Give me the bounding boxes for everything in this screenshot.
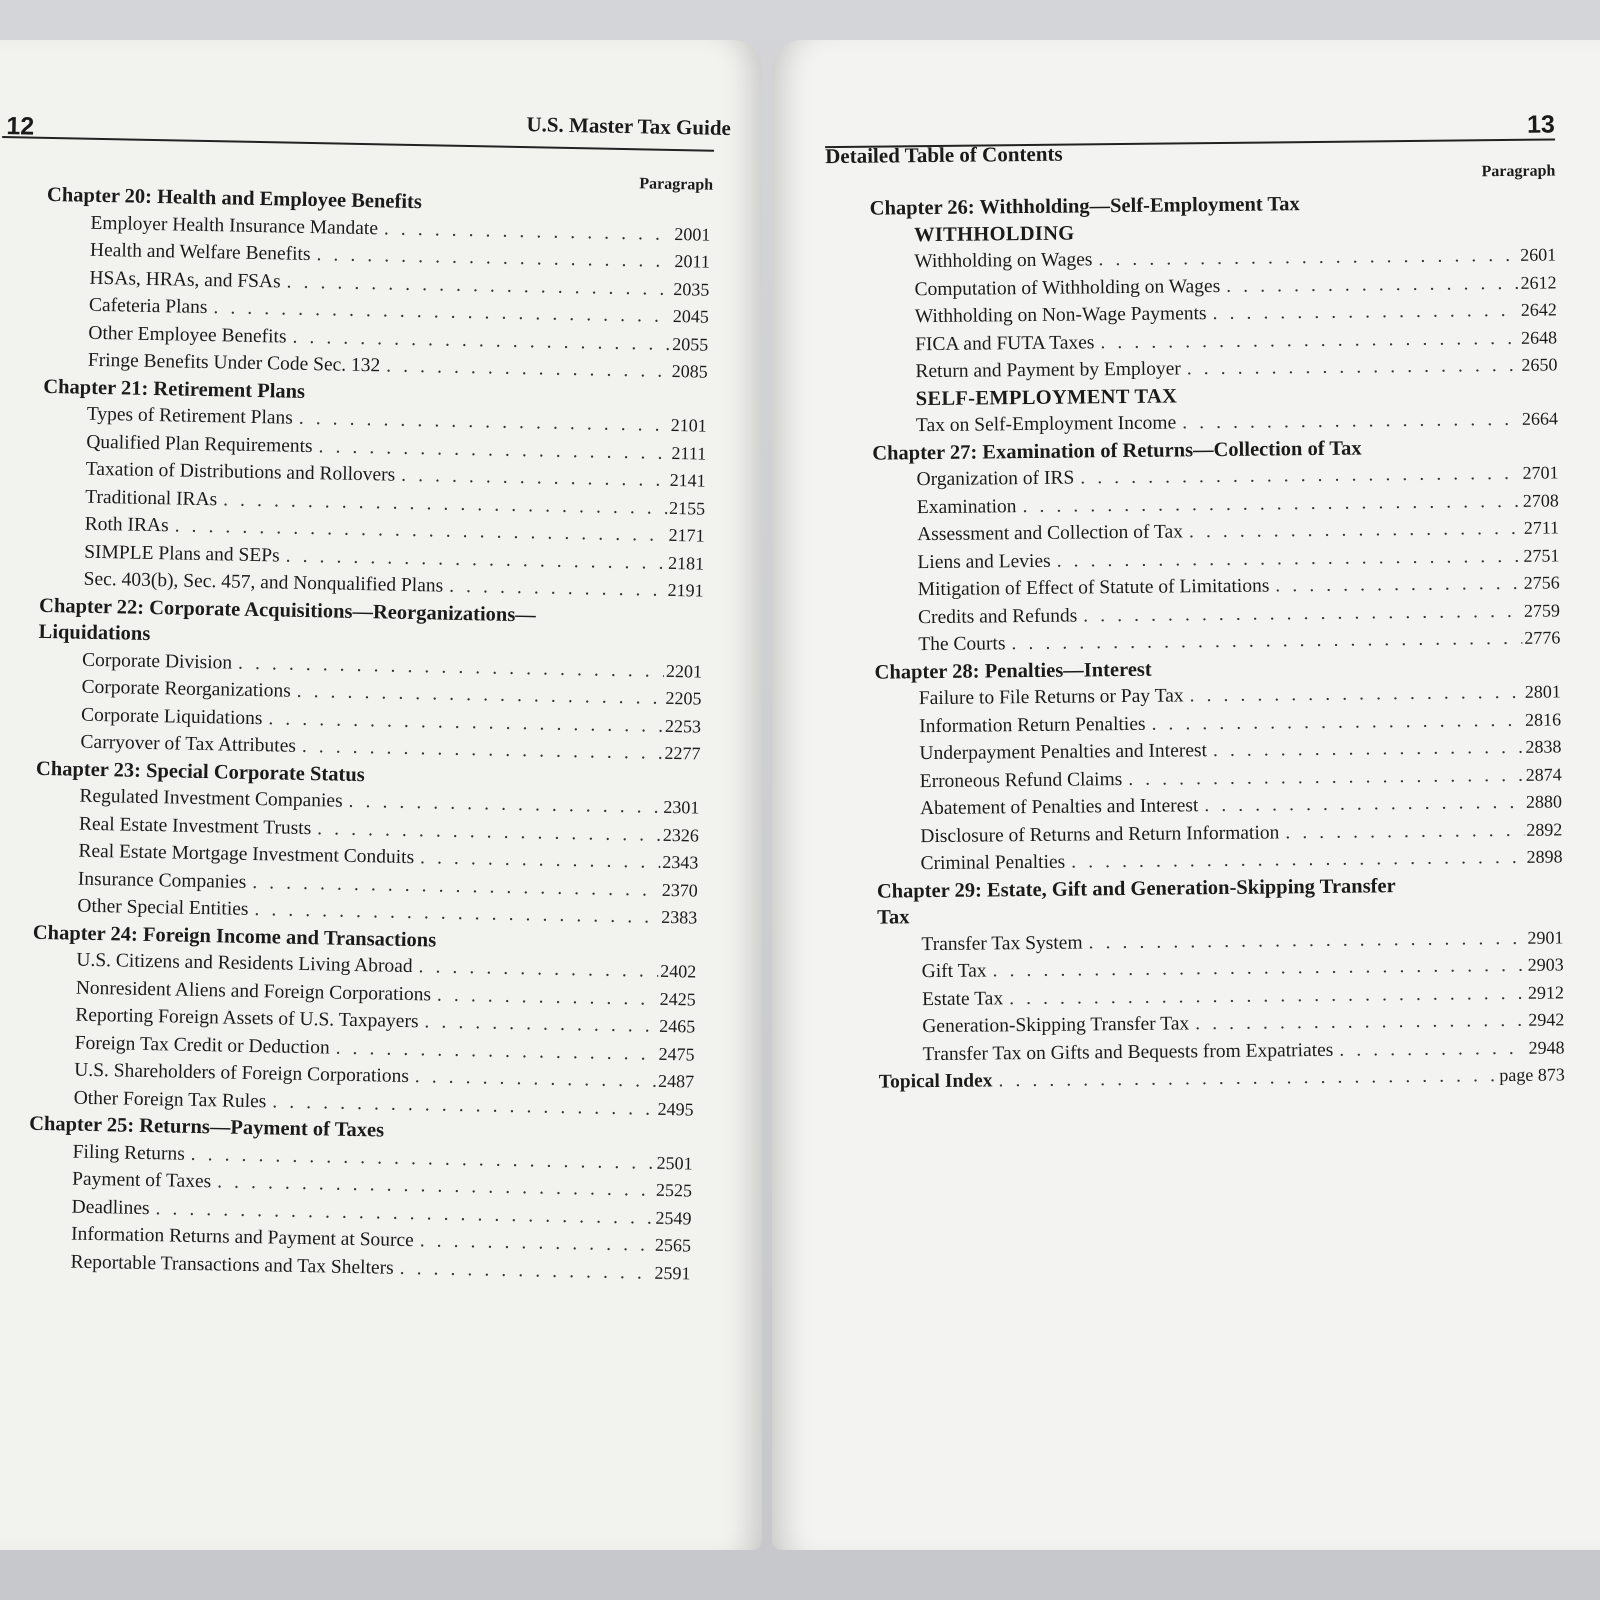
paragraph-number: 2650 [1521, 354, 1558, 375]
running-head-right: Detailed Table of Contents [825, 141, 1063, 169]
paragraph-number: 2525 [655, 1179, 693, 1201]
entry-title: Transfer Tax System [921, 931, 1083, 955]
dot-leader [1088, 925, 1525, 956]
entry-title: SIMPLE Plans and SEPs [83, 541, 280, 566]
dot-leader [1187, 353, 1520, 383]
entry-title: Withholding on Non-Wage Payments [914, 303, 1207, 328]
paragraph-number: 2155 [668, 497, 706, 519]
dot-leader [1083, 598, 1522, 629]
entry-title: Examination [916, 495, 1017, 518]
paragraph-number: 2664 [1521, 408, 1559, 429]
paragraph-number: 2383 [661, 906, 698, 928]
dot-leader [998, 1063, 1497, 1095]
dot-leader [1189, 680, 1523, 710]
dot-leader [1098, 243, 1518, 274]
entry-title: Return and Payment by Employer [915, 358, 1181, 383]
entry-title: Reporting Foreign Assets of U.S. Taxpayers [75, 1004, 419, 1033]
paragraph-number: 2001 [674, 223, 711, 245]
entry-title: Information Return Penalties [919, 713, 1146, 737]
paragraph-number: 2326 [662, 824, 700, 846]
dot-leader [424, 1009, 657, 1040]
paragraph-number: 2591 [654, 1262, 691, 1283]
entry-title: Failure to File Returns or Pay Tax [918, 685, 1184, 710]
dot-leader [420, 845, 661, 876]
paragraph-number: 2711 [1523, 517, 1560, 538]
dot-leader [1011, 626, 1522, 658]
paragraph-number: 2756 [1523, 572, 1560, 593]
entry-title: Filing Returns [72, 1141, 185, 1165]
entry-title: Reportable Transactions and Tax Shelters [70, 1251, 394, 1279]
dot-leader [1022, 488, 1521, 520]
dot-leader [401, 463, 668, 495]
entry-title: Abatement of Penalties and Interest [919, 795, 1199, 820]
paragraph-number: 2648 [1521, 326, 1558, 348]
entry-title: Assessment and Collection of Tax [917, 521, 1184, 546]
entry-title: Generation-Skipping Transfer Tax [922, 1013, 1190, 1038]
chapter-title: Chapter 24: Foreign Income and Transactions [32, 921, 437, 952]
entry-title: Other Employee Benefits [88, 322, 287, 348]
paragraph-number: 2903 [1527, 954, 1564, 975]
left-page-content [0, 40, 762, 1550]
dot-leader [386, 353, 670, 385]
entry-title: Traditional IRAs [85, 486, 218, 510]
dot-leader [1212, 298, 1519, 328]
dot-leader [1275, 571, 1522, 600]
entry-title: Liens and Levies [917, 550, 1051, 573]
paragraph-number: 2101 [670, 414, 707, 436]
paragraph-number: 2565 [654, 1234, 692, 1256]
entry-title: Cafeteria Plans [88, 294, 208, 319]
paragraph-number: 2942 [1528, 1009, 1565, 1030]
chapter-title: Chapter 22: Corporate Acquisitions—Reorganizations—Liquidations [38, 594, 537, 645]
paragraph-number: page 873 [1499, 1064, 1565, 1086]
entry-title: Disclosure of Returns and Return Information [920, 821, 1280, 847]
chapter-title: Chapter 23: Special Corporate Status [35, 757, 365, 786]
entry-title: The Courts [918, 633, 1006, 656]
entry-title: Roth IRAs [84, 513, 169, 537]
paragraph-number: 2948 [1528, 1036, 1565, 1058]
paragraph-number: 2880 [1525, 791, 1563, 812]
paragraph-number: 2011 [674, 250, 711, 272]
dot-leader [1189, 516, 1522, 546]
entry-title: U.S. Citizens and Residents Living Abroad [76, 949, 413, 978]
entry-title: Employer Health Insurance Mandate [90, 212, 379, 239]
entry-title: FICA and FUTA Taxes [915, 331, 1095, 355]
dot-leader [1339, 1035, 1526, 1063]
page-number-left: 12 [6, 112, 35, 141]
entry-title: Corporate Division [81, 649, 233, 674]
paragraph-number: 2253 [664, 715, 702, 737]
paragraph-number: 2425 [659, 988, 696, 1010]
entry-title: Other Special Entities [77, 895, 249, 920]
entry-title: Withholding on Wages [914, 249, 1093, 273]
entry-title: U.S. Shareholders of Foreign Corporations [74, 1059, 410, 1088]
entry-title: Estate Tax [921, 987, 1004, 1010]
dot-leader [420, 1228, 654, 1259]
chapter-title: Chapter 27: Examination of Returns—Collection of Tax [872, 437, 1362, 465]
section-heading: WITHHOLDING [913, 222, 1075, 246]
section-heading: SELF-EMPLOYMENT TAX [915, 384, 1178, 410]
page-number-right: 13 [1526, 110, 1556, 139]
dot-leader [1182, 407, 1520, 437]
paragraph-number: 2085 [671, 360, 708, 382]
paragraph-number: 2343 [662, 851, 699, 873]
entry-title: Erroneous Refund Claims [919, 768, 1123, 792]
entry-title: Sec. 403(b), Sec. 457, and Nonqualified Plans [83, 568, 444, 597]
entry-title: Deadlines [71, 1196, 150, 1219]
dot-leader [418, 954, 658, 985]
paragraph-number: 2912 [1527, 981, 1565, 1003]
dot-leader [1071, 845, 1525, 876]
entry-title: Corporate Liquidations [80, 704, 263, 729]
paragraph-number: 2191 [667, 579, 704, 601]
entry-title: Transfer Tax on Gifts and Bequests from Expatriates [922, 1039, 1334, 1065]
entry-title: Computation of Withholding on Wages [914, 275, 1221, 300]
dot-leader [1151, 707, 1523, 737]
dot-leader [1285, 817, 1524, 846]
entry-title: Health and Welfare Benefits [89, 239, 311, 265]
entry-title: Tax on Self-Employment Income [915, 412, 1177, 437]
entry-title: Payment of Taxes [71, 1168, 212, 1193]
entry-title: Credits and Refunds [917, 605, 1078, 628]
entry-title: Mitigation of Effect of Statute of Limitations [917, 575, 1270, 601]
dot-leader [1195, 1008, 1526, 1038]
right-page [772, 40, 1600, 1550]
entry-title: Qualified Plan Requirements [86, 431, 313, 457]
paragraph-number: 2708 [1522, 489, 1559, 511]
dot-leader [1204, 790, 1524, 820]
entry-title: Underpayment Penalties and Interest [919, 740, 1208, 765]
paragraph-number: 2612 [1520, 271, 1557, 293]
entry-title: Gift Tax [921, 960, 987, 983]
entry-title: Nonresident Aliens and Foreign Corporations [75, 977, 432, 1005]
entry-title: Real Estate Investment Trusts [78, 813, 312, 839]
entry-title: Fringe Benefits Under Code Sec. 132 [87, 349, 381, 377]
paragraph-number: 2301 [663, 796, 700, 818]
dot-leader [437, 982, 658, 1013]
entry-title: Organization of IRS [916, 467, 1075, 491]
entry-title: Foreign Tax Credit or Deduction [74, 1032, 330, 1059]
paragraph-number: 2370 [661, 879, 699, 901]
chapter-title: Chapter 20: Health and Employee Benefits [46, 183, 423, 214]
paragraph-number: 2171 [668, 524, 705, 546]
entry-title: Taxation of Distributions and Rollovers [85, 458, 396, 486]
paragraph-number: 2751 [1523, 544, 1560, 566]
entry-title: Topical Index [878, 1070, 993, 1093]
paragraph-number: 2501 [656, 1152, 693, 1174]
paragraph-number: 2874 [1525, 763, 1562, 785]
dot-leader [1100, 325, 1519, 356]
paragraph-number: 2892 [1526, 818, 1563, 840]
paragraph-number: 2816 [1525, 708, 1562, 730]
paragraph-number: 2465 [659, 1015, 696, 1037]
dot-leader [992, 953, 1525, 985]
entry-title: HSAs, HRAs, and FSAs [89, 267, 281, 292]
entry-title: Carryover of Tax Attributes [80, 731, 297, 757]
paragraph-number: 2642 [1520, 299, 1557, 320]
paragraph-number: 2487 [657, 1070, 695, 1092]
paragraph-number: 2035 [673, 278, 710, 300]
entry-title: Criminal Penalties [920, 851, 1066, 875]
paragraph-number: 2776 [1524, 627, 1561, 648]
paragraph-number: 2838 [1525, 736, 1562, 757]
paragraph-number: 2701 [1522, 462, 1559, 483]
paragraph-number: 2549 [655, 1207, 692, 1228]
dot-leader [399, 1255, 652, 1286]
dot-leader [384, 216, 673, 248]
entry-title: Real Estate Mortgage Investment Conduits [78, 840, 415, 869]
paragraph-number: 2201 [665, 660, 703, 682]
paragraph-number: 2045 [672, 305, 710, 327]
left-page [0, 40, 762, 1550]
chapter-title: Chapter 25: Returns—Payment of Taxes [28, 1112, 385, 1142]
entry-title: Corporate Reorganizations [81, 676, 291, 702]
chapter-title: Chapter 28: Penalties—Interest [874, 658, 1152, 684]
dot-leader [1080, 461, 1520, 492]
paragraph-number: 2601 [1520, 244, 1557, 265]
chapter-title: Chapter 21: Retirement Plans [43, 375, 306, 403]
paragraph-number: 2111 [671, 442, 707, 464]
dot-leader [1213, 735, 1524, 765]
chapter-title: Chapter 29: Estate, Gift and Generation-Skipping Transfer Tax [876, 874, 1396, 929]
dot-leader [1009, 980, 1526, 1012]
entry-title: Information Returns and Payment at Source [70, 1223, 415, 1252]
dot-leader [415, 1064, 657, 1095]
paragraph-number: 2277 [664, 742, 701, 764]
paragraph-number: 2475 [658, 1043, 695, 1065]
dot-leader [1226, 270, 1519, 300]
paragraph-number: 2402 [660, 960, 697, 982]
dot-leader [449, 574, 666, 605]
paragraph-number: 2801 [1524, 681, 1561, 702]
paragraph-column-label-right: Paragraph [1481, 162, 1556, 181]
paragraph-number: 2205 [665, 687, 702, 709]
entry-title: Insurance Companies [77, 868, 247, 893]
dot-leader [1057, 543, 1522, 574]
toc-left [26, 182, 711, 1288]
paragraph-number: 2141 [669, 469, 706, 491]
right-page-content [772, 40, 1600, 1550]
paragraph-column-label-left: Paragraph [639, 175, 714, 194]
paragraph-number: 2901 [1527, 926, 1564, 948]
chapter-title: Chapter 26: Withholding—Self-Employment Tax [869, 193, 1300, 220]
paragraph-number: 2759 [1523, 599, 1561, 621]
entry-title: Regulated Investment Companies [79, 785, 343, 812]
entry-title: Types of Retirement Plans [86, 403, 294, 429]
running-head-left: U.S. Master Tax Guide [526, 112, 732, 141]
entry-title: Other Foreign Tax Rules [73, 1087, 267, 1112]
paragraph-number: 2495 [657, 1098, 694, 1120]
paragraph-number: 2055 [672, 333, 709, 355]
paragraph-number: 2898 [1526, 846, 1563, 867]
paragraph-number: 2181 [667, 552, 705, 574]
dot-leader [1128, 762, 1524, 793]
toc-right [870, 188, 1565, 1096]
